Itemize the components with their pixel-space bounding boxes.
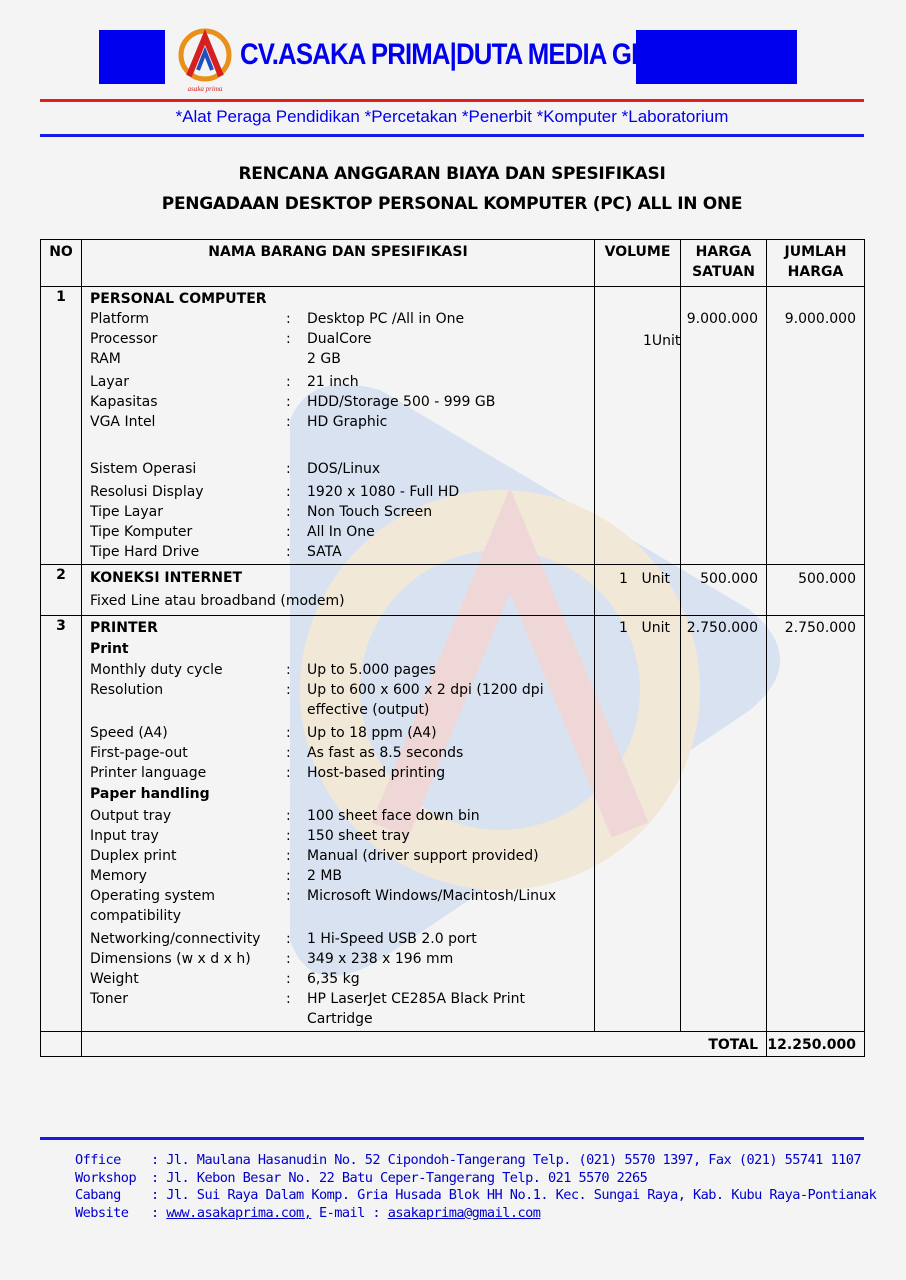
spec-value: Microsoft Windows/Macintosh/Linux <box>307 888 557 904</box>
spec-row <box>90 866 586 886</box>
total-price: 500.000 <box>798 571 856 587</box>
total-price: 2.750.000 <box>784 620 856 636</box>
total-row-blank <box>41 1032 82 1057</box>
unit-price: 500.000 <box>700 571 758 587</box>
unit-price-cell <box>681 565 767 616</box>
spec-row <box>90 660 586 680</box>
volume-cell <box>595 565 681 616</box>
spec-key: VGA Intel <box>90 414 156 430</box>
spec-key <box>90 432 286 459</box>
item-spec-cell <box>82 616 595 1032</box>
row-number: 2 <box>41 565 82 616</box>
volume-cell <box>595 287 681 565</box>
spec-subheading: Paper handling <box>90 786 210 802</box>
spec-row <box>90 372 586 392</box>
spec-row <box>90 826 586 846</box>
spec-row <box>90 542 586 562</box>
spec-row <box>90 680 586 720</box>
spec-key: Output tray <box>90 808 172 824</box>
row-number: 1 <box>41 287 82 565</box>
spec-key: First-page-out <box>90 745 188 761</box>
spec-separator: : <box>286 484 291 500</box>
spec-separator <box>286 432 307 459</box>
unit-price-cell <box>681 616 767 1032</box>
spec-value: Up to 18 ppm (A4) <box>307 725 437 741</box>
spec-key: Tipe Komputer <box>90 524 193 540</box>
col-header-volume: VOLUME <box>595 240 681 287</box>
spec-list <box>90 309 586 562</box>
table-row <box>41 287 865 565</box>
cabang-label: Cabang <box>75 1187 121 1204</box>
spec-value: 6,35 kg <box>307 971 360 987</box>
spec-key: Operating system compatibility <box>90 888 216 924</box>
spec-separator: : <box>286 888 291 904</box>
volume-cell <box>595 616 681 1032</box>
spec-row <box>90 432 586 459</box>
spec-separator: : <box>286 504 291 520</box>
spec-separator: : <box>286 745 291 761</box>
document-title-line2: PENGADAAN DESKTOP PERSONAL KOMPUTER (PC) ALL IN ONE <box>161 194 743 214</box>
spec-key: Kapasitas <box>90 394 158 410</box>
spec-row <box>90 969 586 989</box>
spec-key: Monthly duty cycle <box>90 662 223 678</box>
header-red-rule <box>40 99 864 102</box>
budget-table <box>40 239 865 1057</box>
workshop-address: : Jl. Kebon Besar No. 22 Batu Ceper-Tangerang Telp. 021 5570 2265 <box>151 1169 648 1186</box>
spec-value: 1 Hi-Speed USB 2.0 port <box>307 931 477 947</box>
tagline: *Alat Peraga Pendidikan *Percetakan *Penerbit *Komputer *Laboratorium <box>175 107 729 126</box>
spec-separator: : <box>286 828 291 844</box>
volume-unit: Unit <box>641 620 670 636</box>
spec-separator: : <box>286 991 291 1007</box>
spec-value: Host-based printing <box>307 765 446 781</box>
spec-key: RAM <box>90 351 121 367</box>
header-blue-rule <box>40 134 864 137</box>
spec-value: Up to 5.000 pages <box>307 662 436 678</box>
volume-unit: Unit <box>651 333 681 349</box>
spec-separator: : <box>286 765 291 781</box>
spec-row <box>90 502 586 522</box>
spec-separator: : <box>286 971 291 987</box>
website-link[interactable]: www.asakaprima.com, <box>166 1204 312 1221</box>
spec-separator: : <box>286 374 291 390</box>
volume-qty: 1 <box>619 620 628 636</box>
spec-key: Speed (A4) <box>90 725 168 741</box>
spec-row <box>90 412 586 432</box>
spec-value <box>307 432 586 459</box>
spec-value: DOS/Linux <box>307 461 381 477</box>
spec-value: 1920 x 1080 - Full HD <box>307 484 460 500</box>
spec-value: 2 MB <box>307 868 343 884</box>
spec-separator <box>286 349 307 369</box>
spec-separator: : <box>286 682 291 698</box>
spec-value: SATA <box>307 544 342 560</box>
table-row <box>41 565 865 616</box>
spec-row <box>90 482 586 502</box>
spec-row <box>90 743 586 763</box>
volume-unit: Unit <box>641 571 670 587</box>
spec-separator: : <box>286 311 291 327</box>
spec-value: Up to 600 x 600 x 2 dpi (1200 dpi effective (output) <box>307 682 544 718</box>
volume-qty: 1 <box>643 333 652 349</box>
company-name: CV.ASAKA PRIMA|DUTA MEDIA GROUP <box>240 38 703 71</box>
email-label: E-mail : <box>311 1204 388 1221</box>
table-header-row <box>41 240 865 287</box>
spec-row <box>90 846 586 866</box>
spec-separator: : <box>286 931 291 947</box>
spec-row <box>90 723 586 743</box>
spec-value: Desktop PC /All in One <box>307 311 465 327</box>
table-row <box>41 616 865 1032</box>
spec-key: Printer language <box>90 765 207 781</box>
workshop-label: Workshop <box>75 1169 137 1186</box>
spec-separator: : <box>286 544 291 560</box>
total-price-cell <box>767 565 865 616</box>
spec-separator: : <box>286 808 291 824</box>
item-title: PERSONAL COMPUTER <box>90 291 267 307</box>
email-link[interactable]: asakaprima@gmail.com <box>387 1204 541 1221</box>
spec-key: Tipe Hard Drive <box>90 544 200 560</box>
header-blue-block-left <box>99 30 165 84</box>
spec-key: Sistem Operasi <box>90 461 197 477</box>
spec-value: 2 GB <box>307 351 341 367</box>
spec-list <box>90 806 586 1029</box>
spec-key: Resolusi Display <box>90 484 204 500</box>
spec-key: Weight <box>90 971 139 987</box>
spec-separator: : <box>286 394 291 410</box>
col-header-total-price: JUMLAH HARGA <box>767 240 865 287</box>
col-header-unit-price: HARGA SATUAN <box>681 240 767 287</box>
footer-contacts <box>75 1152 876 1222</box>
spec-key: Platform <box>90 311 150 327</box>
spec-key: Duplex print <box>90 848 177 864</box>
total-price-cell <box>767 616 865 1032</box>
col-header-no: NO <box>41 240 82 287</box>
item-title: KONEKSI INTERNET <box>90 570 243 586</box>
item-title: PRINTER <box>90 620 158 636</box>
spec-value: 21 inch <box>307 374 359 390</box>
spec-value: HP LaserJet CE285A Black Print Cartridge <box>307 991 526 1027</box>
spec-row <box>90 309 586 329</box>
spec-value: Manual (driver support provided) <box>307 848 539 864</box>
website-label: Website <box>75 1204 129 1221</box>
col-header-name: NAMA BARANG DAN SPESIFIKASI <box>82 240 595 287</box>
company-logo-icon <box>176 28 234 94</box>
website-separator: : <box>151 1204 167 1221</box>
spec-key: Resolution <box>90 682 164 698</box>
row-number: 3 <box>41 616 82 1032</box>
spec-key: Memory <box>90 868 147 884</box>
spec-key: Toner <box>90 991 128 1007</box>
spec-list <box>90 660 586 783</box>
spec-separator: : <box>286 868 291 884</box>
spec-separator: : <box>286 951 291 967</box>
spec-key: Dimensions (w x d x h) <box>90 951 251 967</box>
spec-separator: : <box>286 331 291 347</box>
total-price: 9.000.000 <box>784 311 856 327</box>
spec-row <box>90 329 586 349</box>
volume-qty: 1 <box>619 571 628 587</box>
item-note: Fixed Line atau broadband (modem) <box>90 593 345 609</box>
spec-row <box>90 392 586 412</box>
cabang-address: : Jl. Sui Raya Dalam Komp. Gria Husada Blok HH No.1. Kec. Sungai Raya, Kab. Kubu Raya-Pontianak <box>151 1187 877 1204</box>
spec-subheading: Print <box>90 641 129 657</box>
spec-key: Networking/connectivity <box>90 931 261 947</box>
spec-value: As fast as 8.5 seconds <box>307 745 464 761</box>
spec-value: DualCore <box>307 331 372 347</box>
unit-price-cell <box>681 287 767 565</box>
total-price-cell <box>767 287 865 565</box>
spec-row <box>90 989 586 1029</box>
item-spec-cell <box>82 565 595 616</box>
spec-separator: : <box>286 414 291 430</box>
logo-text: asaka prima <box>187 85 223 93</box>
spec-row <box>90 459 586 479</box>
spec-value: HDD/Storage 500 - 999 GB <box>307 394 496 410</box>
grand-total: 12.250.000 <box>767 1032 865 1057</box>
spec-value: 150 sheet tray <box>307 828 410 844</box>
spec-key: Input tray <box>90 828 159 844</box>
spec-row <box>90 949 586 969</box>
spec-separator: : <box>286 524 291 540</box>
spec-row <box>90 763 586 783</box>
spec-separator: : <box>286 461 291 477</box>
spec-row <box>90 349 586 369</box>
footer-blue-rule <box>40 1137 864 1140</box>
spec-row <box>90 522 586 542</box>
spec-key: Processor <box>90 331 158 347</box>
spec-key: Tipe Layar <box>90 504 163 520</box>
total-label: TOTAL <box>82 1032 767 1057</box>
total-row <box>41 1032 865 1057</box>
spec-value: HD Graphic <box>307 414 388 430</box>
spec-key: Layar <box>90 374 129 390</box>
item-spec-cell <box>82 287 595 565</box>
spec-value: 100 sheet face down bin <box>307 808 480 824</box>
spec-separator: : <box>286 725 291 741</box>
spec-row <box>90 886 586 926</box>
office-label: Office <box>75 1152 121 1168</box>
spec-separator: : <box>286 848 291 864</box>
office-address: : Jl. Maulana Hasanudin No. 52 Cipondoh-Tangerang Telp. (021) 5570 1397, Fax (021) 55741 1107 <box>151 1152 861 1168</box>
unit-price: 9.000.000 <box>686 311 758 327</box>
spec-value: 349 x 238 x 196 mm <box>307 951 454 967</box>
unit-price: 2.750.000 <box>686 620 758 636</box>
spec-value: All In One <box>307 524 375 540</box>
spec-value: Non Touch Screen <box>307 504 433 520</box>
spec-row <box>90 806 586 826</box>
spec-row <box>90 929 586 949</box>
spec-separator: : <box>286 662 291 678</box>
document-title-line1: RENCANA ANGGARAN BIAYA DAN SPESIFIKASI <box>238 164 666 184</box>
